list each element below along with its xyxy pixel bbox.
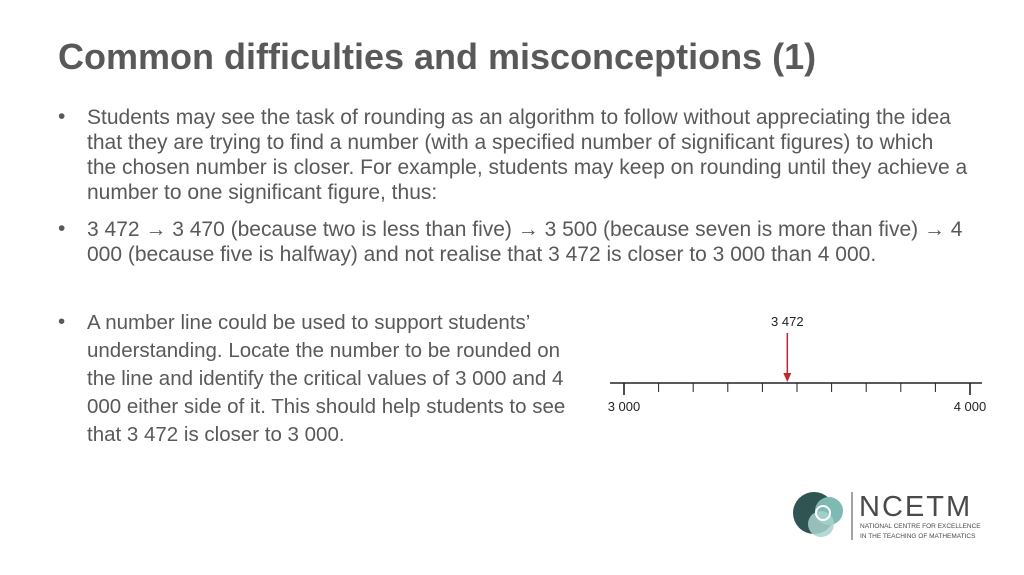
ncetm-logo — [790, 486, 990, 546]
slide-title: Common difficulties and misconceptions (1) — [58, 36, 817, 77]
bullet-item — [58, 105, 968, 205]
bullet-dot: • — [58, 310, 66, 333]
start-label: 3 000 — [607, 399, 641, 414]
bullet-item — [58, 217, 968, 267]
bullet-dot: • — [58, 105, 66, 128]
number-line-ticks — [624, 383, 970, 395]
end-label: 4 000 — [953, 399, 987, 414]
bullet-dot: • — [58, 217, 66, 240]
bullet-item — [58, 309, 578, 449]
marker-label: 3 472 — [771, 314, 804, 329]
logo-wordmark: NCETM — [859, 491, 973, 523]
bullet-text: A number line could be used to support students’ understanding. Locate the number to be rounded on the line and identify the critical values of 3 000 and 4 000 either side of it. This should help students to see that 3 472 is closer to 3 000. — [87, 311, 566, 446]
logo-tagline-1: NATIONAL CENTRE FOR EXCELLENCE — [860, 523, 981, 530]
logo-tagline-2: IN THE TEACHING OF MATHEMATICS — [860, 533, 976, 540]
bullet-text: 3 472 → 3 470 (because two is less than five) → 3 500 (because seven is more than five) → 4 000 (because five is halfway) and not realise that 3 472 is closer to 3 000 than 4 000. — [87, 218, 963, 266]
marker-arrowhead — [783, 373, 791, 382]
number-line — [600, 305, 1000, 425]
bullet-text: Students may see the task of rounding as an algorithm to follow without appreciating the idea that they are trying to find a number (with a specified number of significant figures) to which the chosen number is closer. For example, students may keep on rounding until they achieve a number to one significant figure, thus: — [87, 106, 968, 204]
